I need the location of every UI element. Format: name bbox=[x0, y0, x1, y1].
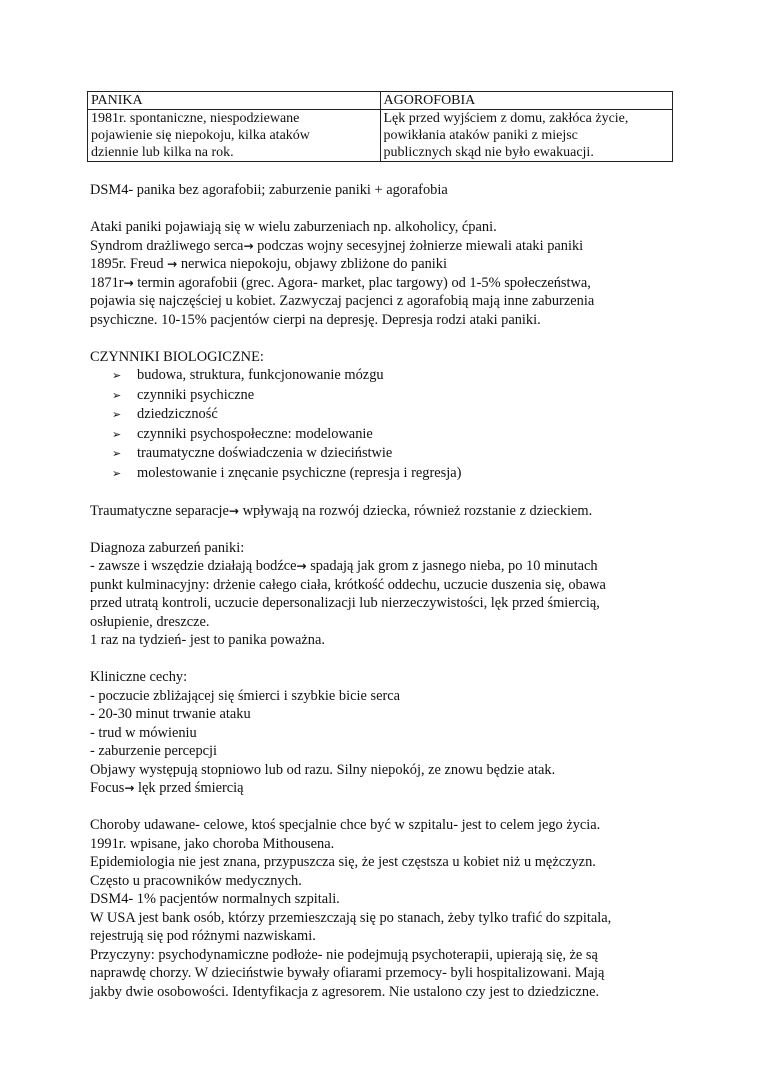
bullet-arrow-icon: ➢ bbox=[112, 369, 122, 382]
arrow-icon: → bbox=[228, 503, 239, 518]
header-agorofobia: AGOROFOBIA bbox=[380, 92, 673, 110]
arrow-icon: → bbox=[296, 559, 307, 573]
text-line: - 20-30 minut trwanie ataku bbox=[90, 706, 251, 722]
text-line: jakby dwie osobowości. Identyfikacja z agresorem. Nie ustalono czy jest to dziedziczne. bbox=[90, 983, 600, 1000]
cell-line: pojawienie się niepokoju, kilka ataków bbox=[91, 128, 310, 143]
bullet-arrow-icon: ➢ bbox=[112, 466, 122, 480]
cell-line: Lęk przed wyjściem z domu, zakłóca życie, bbox=[383, 111, 629, 126]
text-line: Syndrom drażliwego serca→ podczas wojny secesyjnej żołnierze miewali ataki paniki bbox=[90, 237, 584, 254]
list-item: ➢ czynniki psychospołeczne: modelowanie bbox=[112, 425, 680, 445]
text-line: naprawdę chorzy. W dzieciństwie bywały ofiarami przemocy- byli hospitalizowani. Mają bbox=[90, 965, 605, 981]
text-line: DSM4- 1% pacjentów normalnych szpitali. bbox=[90, 891, 340, 907]
text-line: W USA jest bank osób, którzy przemieszczają się po stanach, żeby tylko trafić do szpitala, bbox=[90, 909, 612, 926]
cell-line: publicznych skąd nie było ewakuacji. bbox=[383, 145, 594, 160]
cell-line: 1981r. spontaniczne, niespodziewane bbox=[91, 111, 300, 126]
text-line: Focus→ lęk przed śmiercią bbox=[90, 780, 244, 796]
text-line: przed utratą kontroli, uczucie depersonalizacji lub nierzeczywistości, lęk przed śmiercią, bbox=[90, 595, 600, 611]
document-body bbox=[90, 181, 680, 1001]
bullet-arrow-icon: ➢ bbox=[112, 408, 122, 421]
section-heading: CZYNNIKI BIOLOGICZNE: bbox=[90, 348, 264, 365]
text-line: pojawia się najczęściej u kobiet. Zazwyczaj pacjenci z agorafobią mają inne zaburzenia bbox=[90, 293, 595, 309]
agorofobia-cell bbox=[380, 110, 673, 162]
text-line: Choroby udawane- celowe, ktoś specjalnie chce być w szpitalu- jest to celem jego życia. bbox=[90, 817, 601, 833]
trauma-line: Traumatyczne separacje→ wpływają na rozwój dziecka, również rozstanie z dzieckiem. bbox=[90, 502, 593, 519]
arrow-icon: → bbox=[243, 238, 254, 253]
text-line: 1991r. wpisane, jako choroba Mithousena. bbox=[90, 835, 335, 852]
text-line: Przyczyny: psychodynamiczne podłoże- nie podejmują psychoterapii, upierają się, że są bbox=[90, 946, 598, 963]
diagnosis-section bbox=[90, 539, 680, 650]
text-line: 1 raz na tydzień- jest to panika poważna. bbox=[90, 632, 325, 648]
list-item: ➢ molestowanie i znęcanie psychiczne (represja i regresja) bbox=[112, 464, 680, 484]
text-line: rejestrują się pod różnymi nazwiskami. bbox=[90, 928, 316, 944]
text-line: psychiczne. 10-15% pacjentów cierpi na depresję. Depresja rodzi ataki paniki. bbox=[90, 311, 541, 328]
list-item: ➢ budowa, struktura, funkcjonowanie mózgu bbox=[112, 366, 680, 386]
text-line: Ataki paniki pojawiają się w wielu zaburzeniach np. alkoholicy, ćpani. bbox=[90, 219, 497, 235]
dsm-line: DSM4- panika bez agorafobii; zaburzenie paniki + agorafobia bbox=[90, 182, 448, 198]
biological-factors-section bbox=[90, 348, 680, 484]
bullet-arrow-icon: ➢ bbox=[112, 388, 122, 402]
bullet-arrow-icon: ➢ bbox=[112, 427, 122, 441]
text-line: osłupienie, dreszcze. bbox=[90, 613, 210, 630]
text-line: - zawsze i wszędzie działają bodźce→ spadają jak grom z jasnego nieba, po 10 minutach bbox=[90, 558, 598, 574]
cell-line: dziennie lub kilka na rok. bbox=[91, 145, 234, 160]
table-header-row bbox=[88, 92, 673, 110]
panika-cell bbox=[88, 110, 381, 162]
table-row bbox=[88, 110, 673, 162]
arrow-icon: → bbox=[167, 257, 178, 271]
paragraph-ataki bbox=[90, 218, 680, 329]
section-heading: Diagnoza zaburzeń paniki: bbox=[90, 539, 245, 556]
list-item: ➢ traumatyczne doświadczenia w dzieciństwie bbox=[112, 444, 680, 464]
text-line: Objawy występują stopniowo lub od razu. Silny niepokój, ze znowu będzie atak. bbox=[90, 761, 556, 778]
text-line: - zaburzenie percepcji bbox=[90, 743, 218, 759]
text-line: - trud w mówieniu bbox=[90, 724, 197, 741]
arrow-icon: → bbox=[123, 275, 134, 290]
text-line: 1871r→ termin agorafobii (grec. Agora- market, plac targowy) od 1-5% społeczeństwa, bbox=[90, 274, 591, 291]
list-item: ➢ dziedziczność bbox=[112, 405, 680, 425]
text-line: Często u pracowników medycznych. bbox=[90, 872, 302, 889]
list-item: ➢ czynniki psychiczne bbox=[112, 386, 680, 406]
bullet-arrow-icon: ➢ bbox=[112, 447, 122, 460]
comparison-table bbox=[87, 91, 673, 162]
cell-line: powikłania ataków paniki z miejsc bbox=[383, 128, 578, 143]
feigned-illness-section bbox=[90, 816, 680, 1001]
section-heading: Kliniczne cechy: bbox=[90, 669, 188, 685]
text-line: punkt kulminacyjny: drżenie całego ciała, krótkość oddechu, uczucie duszenia się, obawa bbox=[90, 576, 606, 593]
bullet-list bbox=[90, 366, 680, 483]
text-line: Epidemiologia nie jest znana, przypuszcza się, że jest częstsza u kobiet niż u mężczyzn. bbox=[90, 854, 596, 870]
clinical-features-section bbox=[90, 668, 680, 798]
arrow-icon: → bbox=[124, 781, 135, 795]
header-panika: PANIKA bbox=[88, 92, 381, 110]
text-line: - poczucie zbliżającej się śmierci i szybkie bicie serca bbox=[90, 687, 401, 704]
text-line: 1895r. Freud → nerwica niepokoju, objawy zbliżone do paniki bbox=[90, 256, 447, 272]
